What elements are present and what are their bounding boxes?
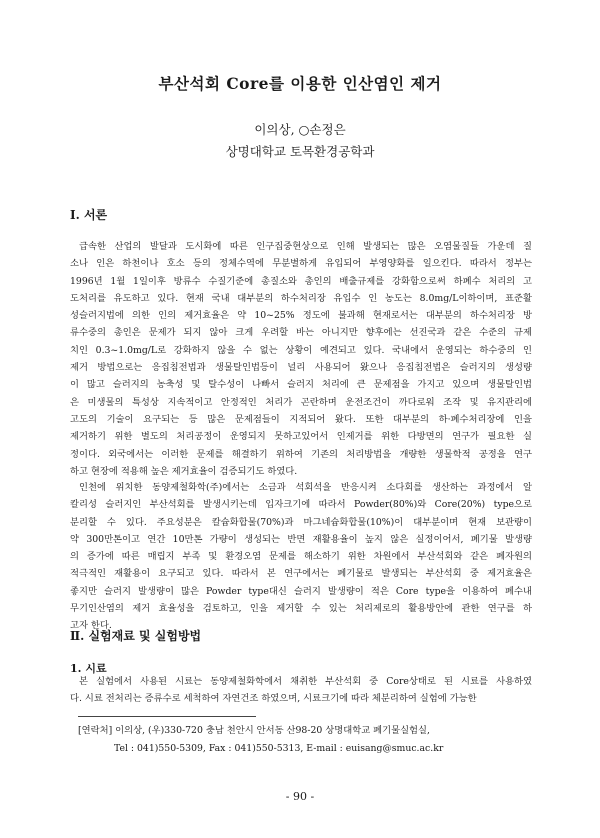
text-line: 약 300만톤이고 연간 10만톤 가량이 생성되는 반면 재활용율이 높지 않은 실정이어서, 폐기물 발생량 xyxy=(70,533,532,545)
section-heading-methods: Ⅱ. 실험재료 및 실험방법 xyxy=(70,629,202,643)
text-line: 고도의 기술이 요구되는 등 많은 문제점들이 지적되어 왔다. 또한 대부분의 하·폐수처리장에 인을 xyxy=(70,413,532,425)
section-heading-intro: Ⅰ. 서론 xyxy=(70,208,108,222)
text-line: 은 미생물의 특성상 지속적이고 안정적인 처리가 곤란하며 운전조건이 까다로워 조작 및 유지관리에 xyxy=(70,396,532,408)
page-number: - 90 - xyxy=(285,790,315,803)
subsection-heading-sample: 1. 시료 xyxy=(70,662,107,675)
affiliation: 상명대학교 토목환경공학과 xyxy=(225,144,375,159)
contact-line: [연락처] 이의상, (우)330-720 충남 천안시 안서동 산98-20 상명대학교 폐기물실험실, xyxy=(78,725,430,736)
text-line: 다. 시료 전처리는 증류수로 세척하여 자연건조 하였으며, 시료크기에 따라 체분리하여 실험에 가능한 xyxy=(70,693,477,705)
text-line: 의 증가에 따른 매립지 부족 및 환경오염 문제를 해소하기 위한 차원에서 부산석회와 같은 폐자원의 xyxy=(70,551,532,563)
text-line: 류수중의 총인은 문제가 되지 않아 크게 우려할 바는 아니지만 향후에는 선진국과 같은 수준의 규제 xyxy=(70,327,532,339)
text-line: 인천에 위치한 동양제철화학(주)에서는 소금과 석회석을 반응시켜 소다회를 생산하는 과정에서 알 xyxy=(79,482,532,493)
text-line: 정이다. 외국에서는 이러한 문제를 해결하기 위하여 기존의 처리방법을 개량한 생물학적 공정을 연구 xyxy=(70,448,532,460)
text-line: 본 실험에서 사용된 시료는 동양제철화학에서 채취한 부산석회 중 Core상태로 된 시료를 사용하였 xyxy=(79,676,532,687)
text-line: 1996년 1월 1일이후 방류수 수질기준에 총질소와 총인의 배출규제를 강화함으로써 하폐수 처리의 고 xyxy=(70,275,532,287)
text-line: 제거 방법으로는 응집침전법과 생물탈인법등이 널리 사용되어 왔으나 응집침전법은 슬러지의 생성량 xyxy=(70,362,532,374)
text-line: 적극적인 재활용이 요구되고 있다. 따라서 본 연구에서는 폐기물로 발생되는 부산석회 중 제거효율은 xyxy=(70,568,532,580)
text-line: 도처리를 유도하고 있다. 현재 국내 대부분의 하수처리장 유입수 인 농도는 8.0mg/L이하이며, 표준활 xyxy=(70,292,532,304)
contact-footnote xyxy=(78,722,538,758)
text-line: 무기인산염의 제거 효율성을 검토하고, 인을 제거할 수 있는 처리제로의 활용방안에 관한 연구를 하 xyxy=(70,603,532,615)
text-line: 하고 현장에 적용해 높은 제거효율이 검증되기도 하였다. xyxy=(70,465,298,477)
author-list: 이의상, ○손정은 xyxy=(254,122,346,137)
sample-paragraph xyxy=(70,673,532,708)
footnote-rule xyxy=(78,716,256,717)
text-line: 소나 인은 하천이나 호소 등의 정체수역에 무분별하게 유입되어 부영양화를 일으킨다. 따라서 정부는 xyxy=(70,258,532,270)
text-line: 분리할 수 있다. 주요성분은 칼슘화합물(70%)과 마그네슘화합물(10%)이 대부분이며 현재 보관량이 xyxy=(70,516,532,528)
intro-paragraph-2 xyxy=(70,479,532,635)
text-line: 이 많고 슬러지의 농축성 및 탈수성이 나빠서 슬러지 처리에 큰 문제점을 가지고 있으며 생물탈인법 xyxy=(70,379,532,391)
paper-title: 부산석회 Core를 이용한 인산염인 제거 xyxy=(158,74,442,93)
text-line: 제거하기 위한 별도의 처리공정이 운영되지 못하고있어서 인제거를 위한 다방면의 연구가 필요한 실 xyxy=(70,431,532,443)
intro-paragraph-1 xyxy=(70,238,532,480)
text-line: 치인 0.3~1.0mg/L로 강화하지 않을 수 없는 상황이 예견되고 있다. 국내에서 운영되는 하수중의 인 xyxy=(70,344,532,356)
text-line: 좋지만 슬러지 발생량이 많은 Powder type대신 슬러지 발생량이 적은 Core type을 이용하여 폐수내 xyxy=(70,585,532,597)
text-line: 고자 한다. xyxy=(70,620,112,632)
contact-line: Tel : 041)550-5309, Fax : 041)550-5313, E-mail : euisang@smuc.ac.kr xyxy=(114,743,444,754)
text-line: 칼리성 슬러지인 부산석회를 발생시키는데 입자크기에 따라서 Powder(80%)와 Core(20%) type으로 xyxy=(70,499,532,511)
text-line: 성슬러지법에 의한 인의 제거효율은 약 10~25% 정도에 불과해 현재로서는 대부분의 하수처리장 방 xyxy=(70,310,532,322)
text-line: 급속한 산업의 발달과 도시화에 따른 인구집중현상으로 인해 발생되는 많은 오염물질들 가운데 질 xyxy=(79,241,532,252)
